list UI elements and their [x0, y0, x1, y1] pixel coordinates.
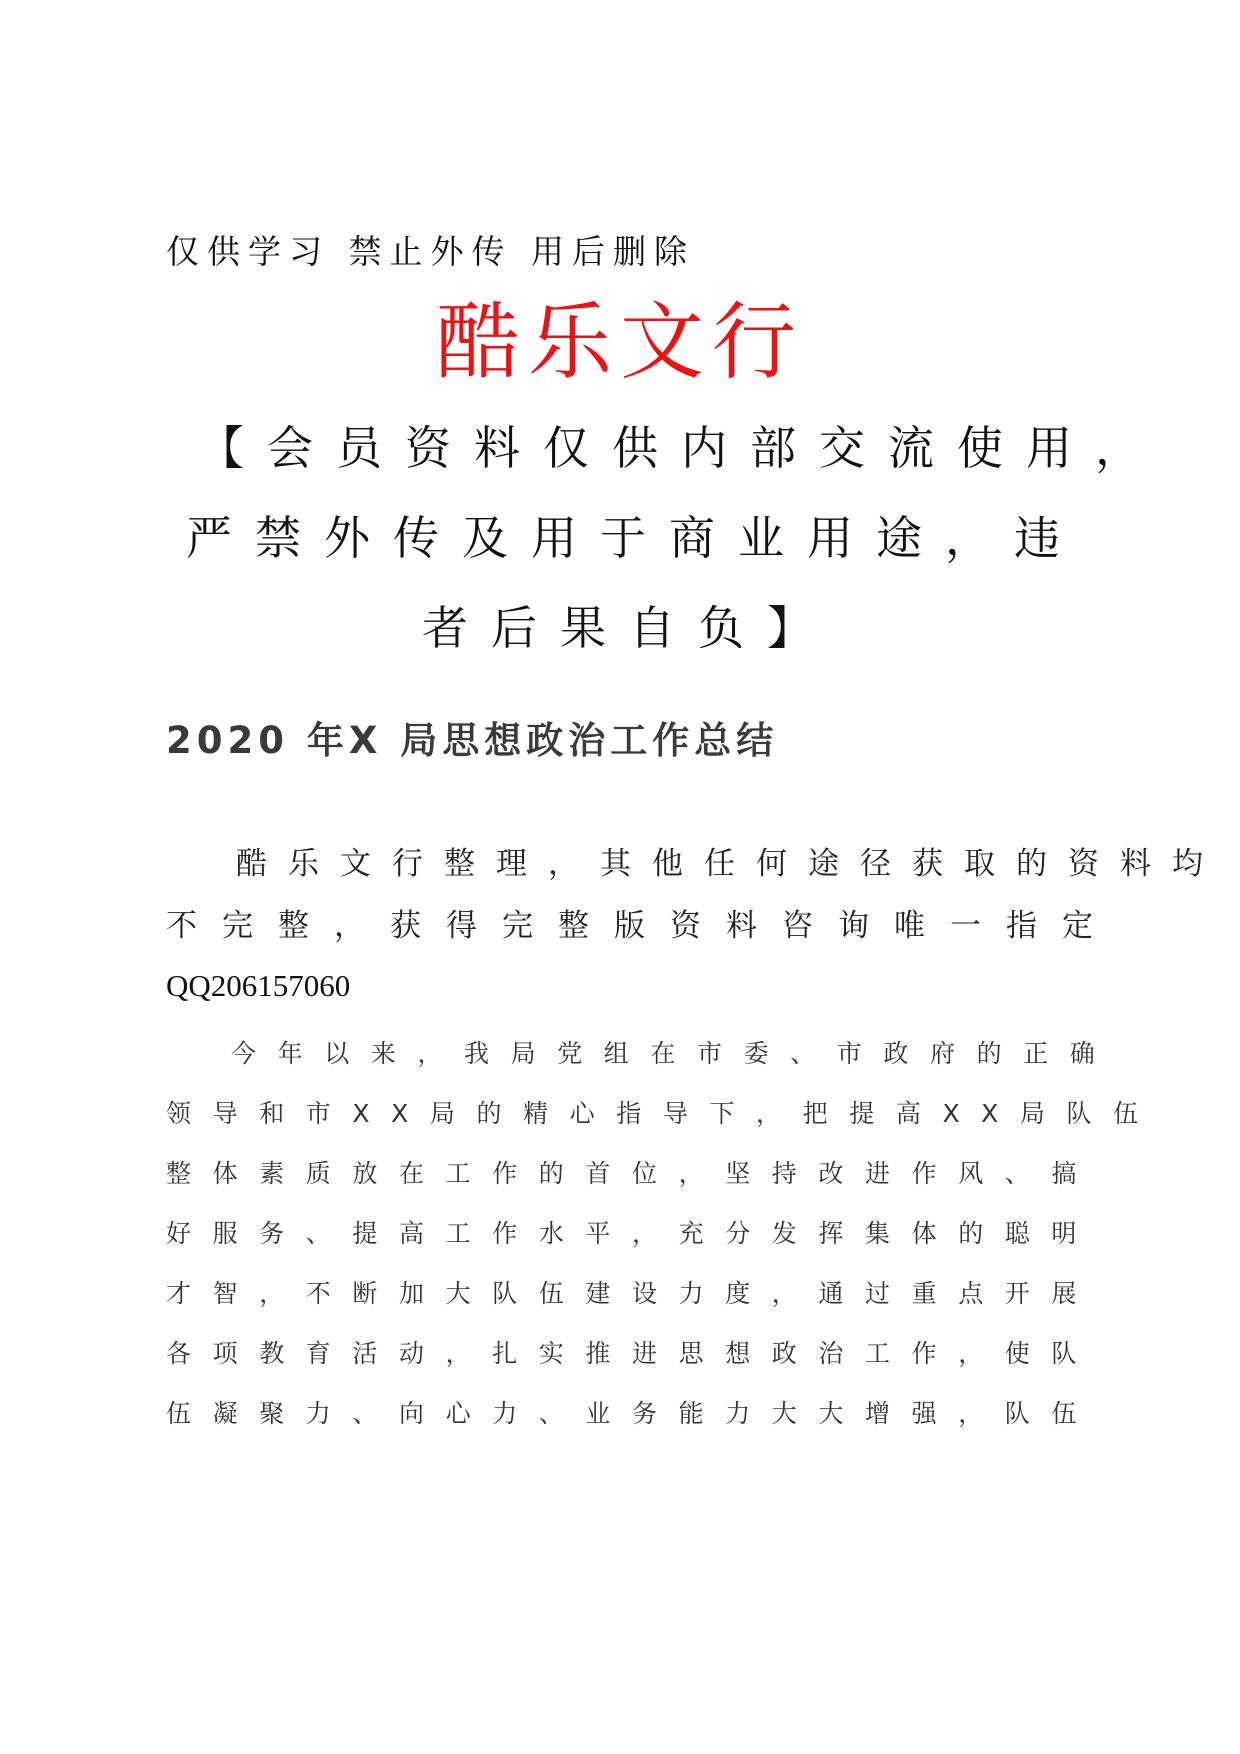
body-line-6: 各项教育活动，扎实推进思想政治工作，使队: [166, 1339, 1099, 1368]
note-qq-number: QQ206157060: [166, 968, 351, 1003]
body-line-2: 领导和市XX局的精心指导下，把提高XX局队伍: [166, 1099, 1160, 1128]
body-line-7: 伍凝聚力、向心力、业务能力大大增强，队伍: [166, 1399, 1099, 1428]
warning-line-1: 【会员资料仅供内部交流使用，: [198, 421, 1164, 475]
body-line-4: 好服务、提高工作水平，充分发挥集体的聪明: [166, 1219, 1099, 1248]
warning-line-3: 者后果自负】: [422, 601, 836, 655]
document-title: 2020 年X 局思想政治工作总结: [166, 719, 779, 762]
brand-title: 酷乐文行: [435, 293, 804, 391]
warning-line-2: 严禁外传及用于商业用途，违: [186, 511, 1083, 565]
notice-line: 仅供学习 禁止外传 用后删除: [166, 232, 695, 271]
body-line-5: 才智，不断加大队伍建设力度，通过重点开展: [166, 1279, 1099, 1308]
body-line-3: 整体素质放在工作的首位，坚持改进作风、搞: [166, 1159, 1099, 1188]
note-line-1: 酷乐文行整理，其他任何途径获取的资料均: [236, 846, 1224, 882]
body-line-1: 今年以来，我局党组在市委、市政府的正确: [231, 1039, 1117, 1068]
note-line-2: 不完整，获得完整版资料咨询唯一指定: [166, 908, 1118, 944]
